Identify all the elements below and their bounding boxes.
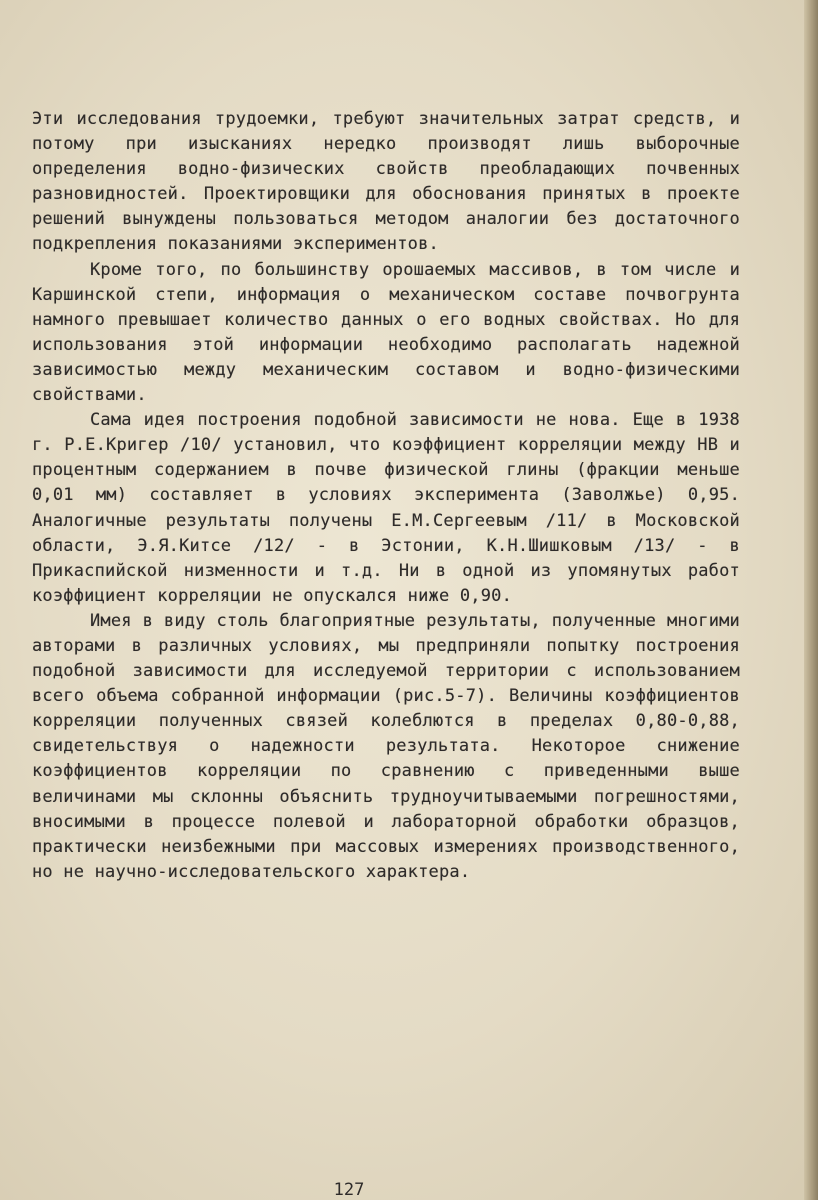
- page-edge: [804, 0, 818, 1200]
- paragraph-2: Кроме того, по большинству орошаемых массивов, в том числе и Каршинской степи, информация о механическом составе почвогрунта намного превышает количество данных о его водных свойствах. Но для использования этой информации необходимо располагать надежной зависимостью между механическим составом и водно-физическими свойствами.: [32, 259, 740, 406]
- paragraph-3: Сама идея построения подобной зависимости не нова. Еще в 1938 г. Р.Е.Кригер /10/ установил, что коэффициент корреляции между НВ и процентным содержанием в почве физической глины (фракции меньше 0,01 мм) составляет в условиях эксперимента (Заволжье) 0,95. Аналогичные результаты получены Е.М.Сергеевым /11/ в Московской области, Э.Я.Китсе /12/ - в Эстонии, К.Н.Шишковым /13/ - в Прикаспийской низменности и т.д. Ни в одной из упомянутых работ коэффициент корреляции не опускался ниже 0,90.: [32, 410, 740, 606]
- paragraph-4: Имея в виду столь благоприятные результаты, полученные многими авторами в различных условиях, мы предприняли попытку построения подобной зависимости для исследуемой территории с использованием всего объема собранной информации (рис.5-7). Величины коэффициентов корреляции полученных связей колеблются в пределах 0,80-0,88, свидетельствуя о надежности результата. Некоторое снижение коэффициентов корреляции по сравнению с приведенными выше величинами мы склонны объяснить трудноучитываемыми погрешностями, вносимыми в процессе полевой и лабораторной обработки образцов, практически неизбежными при массовых измерениях производственного, но не научно-исследовательского характера.: [32, 610, 740, 882]
- page-number: 127: [333, 1180, 365, 1200]
- paragraph-1: Эти исследования трудоемки, требуют значительных затрат средств, и потому при изысканиях нередко производят лишь выборочные определения водно-физических свойств преобладающих почвенных разновидностей. Проектировщики для обоснования принятых в проекте решений вынуждены пользоваться методом аналогии без достаточного подкрепления показаниями экспериментов.: [32, 109, 740, 255]
- body-text: [32, 107, 740, 885]
